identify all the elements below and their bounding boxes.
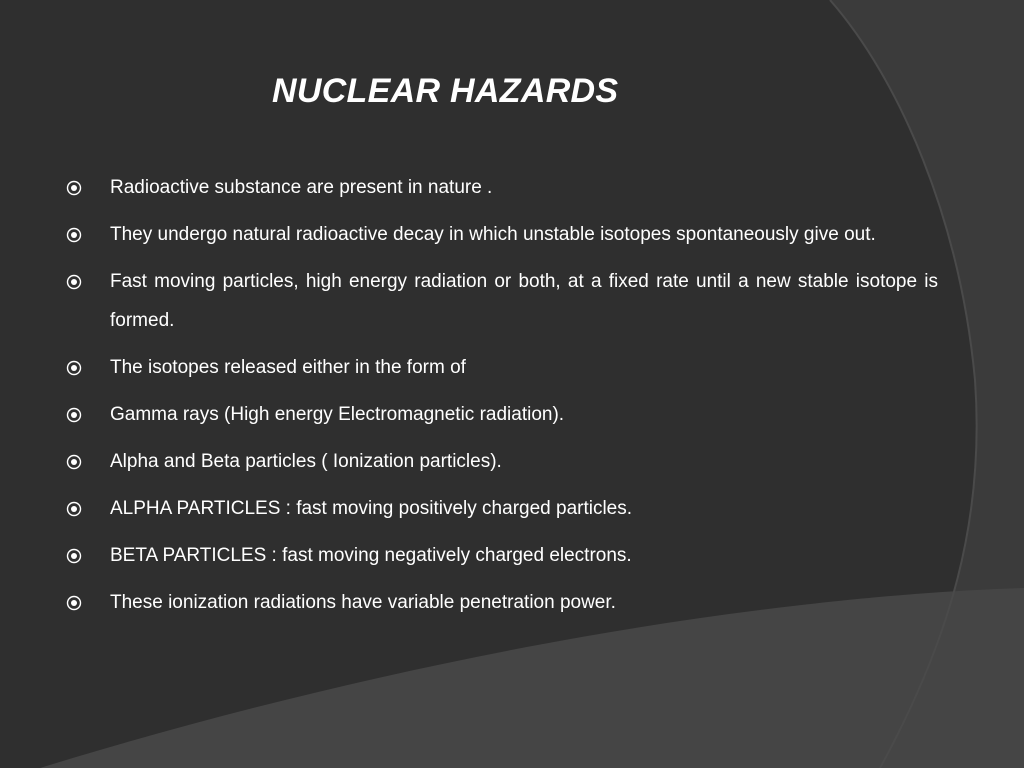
bullet-text: They undergo natural radioactive decay in which unstable isotopes spontaneously give out. <box>110 224 876 245</box>
bullet-item-8 <box>64 536 938 575</box>
circled-dot-icon <box>66 501 82 517</box>
bullet-text: Fast moving particles, high energy radiation or both, at a fixed rate until a new stable isotope is formed. <box>110 271 938 331</box>
circled-dot-icon <box>66 454 82 470</box>
bullet-item-1 <box>64 168 938 207</box>
bullet-item-5 <box>64 395 938 434</box>
bullet-text: ALPHA PARTICLES : fast moving positively charged particles. <box>110 498 633 519</box>
bullet-text: These ionization radiations have variable penetration power. <box>110 592 616 613</box>
circled-dot-icon <box>66 407 82 423</box>
circled-dot-icon <box>66 180 82 196</box>
bullet-list <box>64 168 938 630</box>
bullet-item-3 <box>64 262 938 340</box>
bullet-item-6 <box>64 442 938 481</box>
bullet-text: The isotopes released either in the form of <box>110 357 466 378</box>
circled-dot-icon <box>66 274 82 290</box>
bullet-item-4 <box>64 348 938 387</box>
circled-dot-icon <box>66 227 82 243</box>
slide-title: NUCLEAR HAZARDS <box>272 72 619 110</box>
bullet-text: Gamma rays (High energy Electromagnetic radiation). <box>110 404 565 425</box>
bullet-item-2 <box>64 215 938 254</box>
bullet-text: Alpha and Beta particles ( Ionization particles). <box>110 451 502 472</box>
circled-dot-icon <box>66 360 82 376</box>
circled-dot-icon <box>66 548 82 564</box>
bullet-text: BETA PARTICLES : fast moving negatively charged electrons. <box>110 545 632 566</box>
bullet-item-7 <box>64 489 938 528</box>
circled-dot-icon <box>66 595 82 611</box>
bullet-text: Radioactive substance are present in nature . <box>110 177 493 198</box>
bullet-item-9 <box>64 583 938 622</box>
